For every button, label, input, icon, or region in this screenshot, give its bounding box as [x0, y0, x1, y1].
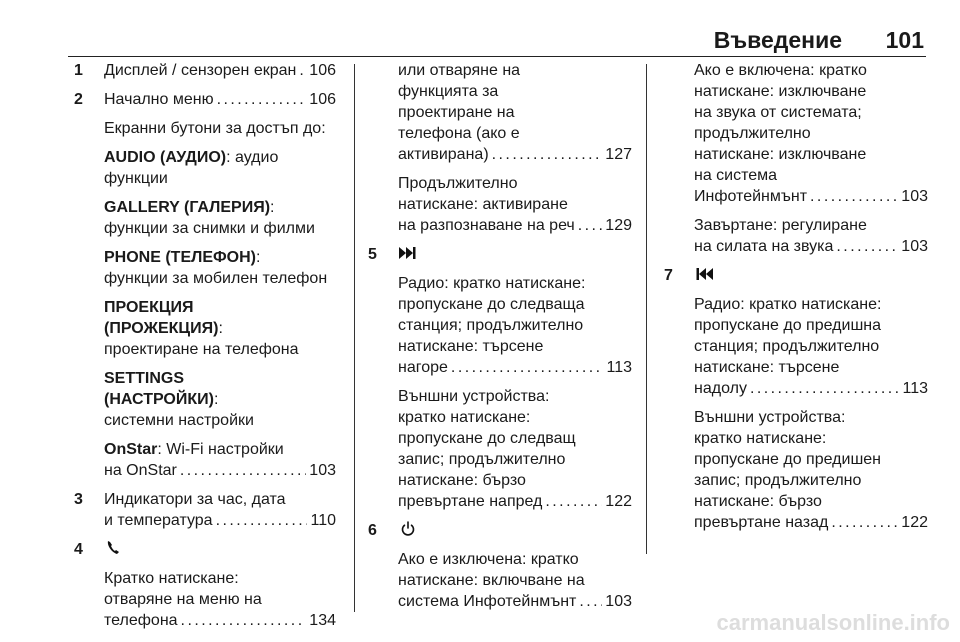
item-number: 4 — [74, 541, 83, 558]
onstar-entry: OnStar: Wi-Fi настройки на OnStar . . . 103 — [104, 439, 336, 481]
page-ref[interactable]: 106 — [309, 91, 336, 108]
page-ref[interactable]: 106 — [309, 62, 336, 79]
screen-button-label: SETTINGS — [104, 370, 185, 387]
page-ref[interactable]: 122 — [901, 514, 928, 531]
item-6: 6 Ако е изключена: кратко натискане: включване на система Инфотейнмънт . . . 103 — [368, 520, 632, 612]
item-3: 3 Индикатори за час, дата и температура . . . 110 — [74, 489, 336, 531]
screen-button-label: ПРОЕКЦИЯ — [104, 299, 194, 316]
entry-line: Дисплей / сензорен екран . . . 106 — [104, 60, 336, 81]
intro-text: Екранни бутони за достъп до: — [104, 120, 326, 137]
item-number: 1 — [74, 62, 83, 79]
next-track-icon — [398, 244, 418, 262]
screen-button-label: (НАСТРОЙКИ) — [104, 391, 214, 408]
page-ref[interactable]: 134 — [309, 612, 336, 629]
item-2 — [74, 89, 336, 481]
item-4-continued: или отваряне на функцията за проектиране на телефона (ако е активирана) . . . 127 Продължително натискане: активиране на разпознаване на реч . . . 129 — [368, 60, 632, 236]
power-icon — [398, 520, 418, 538]
page-number: 101 — [885, 27, 924, 53]
page-ref[interactable]: 113 — [606, 359, 632, 376]
audio-entry: AUDIO (АУДИО): аудио функции — [104, 149, 279, 187]
item-number: 7 — [664, 267, 673, 284]
column-divider-1 — [354, 64, 355, 612]
page-ref[interactable]: 122 — [605, 493, 632, 510]
page-ref[interactable]: 103 — [901, 238, 928, 255]
entry-line: Начално меню . . . 106 — [104, 89, 336, 110]
previous-track-icon — [694, 265, 714, 283]
page-title: Въведение — [713, 27, 842, 53]
page-ref[interactable]: 110 — [310, 512, 336, 529]
page-ref[interactable]: 103 — [605, 593, 632, 610]
item-6-continued: Ако е включена: кратко натискане: изключване на звука от системата; продължително натискане: изключване на система Инфотейнмънт . . . 103 Завъртане: регулиране на силата на звука . . . 103 — [664, 60, 928, 257]
watermark: carmanualsonline.info — [716, 610, 950, 635]
item-number: 5 — [368, 246, 377, 263]
page-ref[interactable]: 127 — [605, 146, 632, 163]
page-ref[interactable]: 113 — [902, 380, 928, 397]
item-7: 7 Радио: кратко натискане: пропускане до предишна станция; продължително натискане: търсене надолу . . . 113 Външни устройства: кратко натискане: пропускане до предишен запис; продължително натискане: бързо превъртане назад . . . 122 — [664, 265, 928, 533]
item-number: 3 — [74, 491, 83, 508]
header-rule — [68, 56, 926, 57]
screen-button-label: PHONE (ТЕЛЕФОН) — [104, 249, 256, 266]
screen-button-label: (ПРОЖЕКЦИЯ) — [104, 320, 219, 337]
item-number: 2 — [74, 91, 83, 108]
page-ref[interactable]: 103 — [309, 462, 336, 479]
item-4: 4 Кратко натискане: отваряне на меню на телефона . . . 134 — [74, 539, 336, 631]
page-ref[interactable]: 103 — [901, 188, 928, 205]
page-ref[interactable]: 129 — [605, 217, 632, 234]
screen-button-label: AUDIO (АУДИО) — [104, 149, 227, 166]
item-5: 5 Радио: кратко натискане: пропускане до следваща станция; продължително натискане: търсене нагоре . . . 113 Външни устройства: кратко натискане: пропускане до следващ запис; продължително натискане: бързо превъртане напред . . . 122 — [368, 244, 632, 512]
column-3 — [664, 60, 928, 541]
screen-button-label: OnStar — [104, 441, 158, 458]
phone-icon — [104, 539, 124, 557]
gallery-entry: GALLERY (ГАЛЕРИЯ): функции за снимки и филми — [104, 199, 315, 237]
phone-entry: PHONE (ТЕЛЕФОН): функции за мобилен телефон — [104, 249, 328, 287]
projection-entry: ПРОЕКЦИЯ (ПРОЖЕКЦИЯ): проектиране на телефона — [104, 299, 299, 358]
column-1 — [74, 60, 336, 631]
column-2 — [368, 60, 632, 612]
column-divider-2 — [646, 64, 647, 554]
item-number: 6 — [368, 522, 377, 539]
screen-button-label: GALLERY (ГАЛЕРИЯ) — [104, 199, 271, 216]
settings-entry: SETTINGS (НАСТРОЙКИ): системни настройки — [104, 370, 254, 429]
item-1 — [74, 60, 336, 81]
